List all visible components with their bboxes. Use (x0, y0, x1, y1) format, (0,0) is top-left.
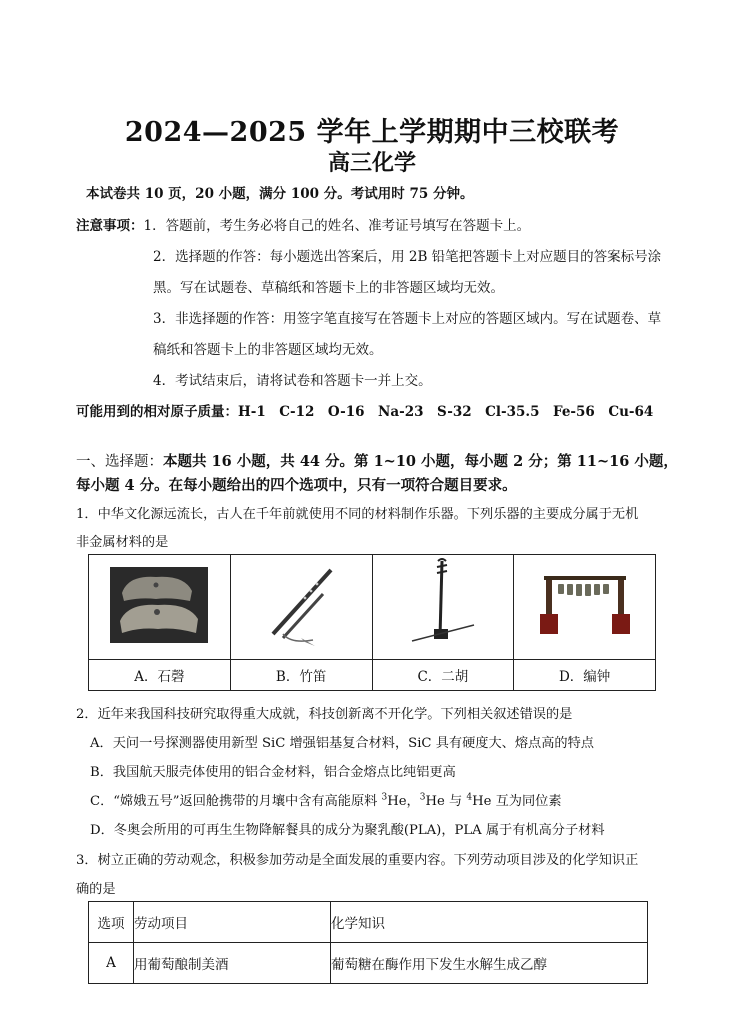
notes-label: 注意事项： (76, 218, 144, 234)
q1-option-c: C．二胡 (372, 660, 514, 691)
q1-stem-line1: 1．中华文化源远流长，古人在千年前就使用不同的材料制作乐器。下列乐器的主要成分属于无机 (76, 507, 639, 522)
note-2a: 2．选择题的作答：每小题选出答案后，用 2B 铅笔把答题卡上对应题目的答案标号涂 (153, 249, 662, 265)
table-header-row (89, 902, 648, 943)
mass-number: 3 (419, 792, 426, 803)
bamboo-flute-icon (261, 562, 341, 648)
q1-options-table (88, 554, 656, 691)
mass-number: 4 (466, 792, 473, 803)
q1-stem-line2: 非金属材料的是 (76, 535, 169, 550)
exam-title: 2024—2025 学年上学期期中三校联考 (124, 117, 620, 148)
table-cell: 葡萄糖在酶作用下发生水解生成乙醇 (331, 943, 648, 984)
q1-image-a (89, 555, 231, 660)
q2-c-el2: He 与 (425, 794, 467, 809)
section1-rule-a: 本题共 16 小题，共 44 分。第 1~10 小题，每小题 2 分；第 11~16 小题， (163, 453, 678, 470)
q3-stem-line1: 3．树立正确的劳动观念，积极参加劳动是全面发展的重要内容。下列劳动项目涉及的化学知识正 (76, 853, 639, 868)
exam-subtitle: 高三化学 (327, 150, 416, 176)
section1-line2: 每小题 4 分。在每小题给出的四个选项中，只有一项符合题目要求。 (76, 477, 517, 494)
section1-line1 (76, 450, 678, 471)
note-3a: 3．非选择题的作答：用签字笔直接写在答题卡上对应的答题区域内。写在试题卷、草 (153, 311, 662, 327)
q2-option-d: D．冬奥会所用的可再生生物降解餐具的成分为聚乳酸(PLA)，PLA 属于有机高分子材料 (90, 823, 605, 838)
q1-image-c (372, 555, 514, 660)
q2-option-c (90, 790, 562, 809)
table-header-cell: 劳动项目 (134, 902, 331, 943)
atomic-masses: 可能用到的相对原子质量：H-1 C-12 O-16 Na-23 S-32 Cl-35.5 Fe-56 Cu-64 (76, 404, 654, 420)
stone-chime-icon (110, 567, 208, 643)
q2-option-b: B．我国航天服壳体使用的铝合金材料，铝合金熔点比纯铝更高 (90, 765, 456, 780)
q1-image-b (230, 555, 372, 660)
q1-image-d (514, 555, 656, 660)
table-header-cell: 化学知识 (331, 902, 648, 943)
q3-table (88, 901, 648, 984)
section1-label: 一、选择题： (76, 454, 163, 470)
exam-info: 本试卷共 10 页，20 小题，满分 100 分。考试用时 75 分钟。 (86, 186, 474, 202)
bianzhong-icon (536, 570, 634, 640)
table-cell: 用葡萄酿制美酒 (134, 943, 331, 984)
q2-c-el1: He， (387, 794, 420, 809)
q2-c-text: C．“嫦娥五号”返回舱携带的月壤中含有高能原料 (90, 794, 382, 809)
q2-stem: 2．近年来我国科技研究取得重大成就，科技创新离不开化学。下列相关叙述错误的是 (76, 707, 573, 722)
mass-number: 3 (381, 792, 388, 803)
table-header-cell: 选项 (89, 902, 134, 943)
note-3b: 稿纸和答题卡上的非答题区域均无效。 (153, 342, 383, 358)
note-4: 4．考试结束后，请将试卷和答题卡一并上交。 (153, 373, 432, 389)
erhu-icon (408, 557, 478, 653)
q2-c-post: He 互为同位素 (472, 794, 562, 809)
q1-option-d: D．编钟 (514, 660, 656, 691)
table-cell: A (89, 943, 134, 984)
table-row (89, 943, 648, 984)
q2-option-a: A．天问一号探测器使用新型 SiC 增强铝基复合材料，SiC 具有硬度大、熔点高的特点 (90, 736, 594, 751)
q3-stem-line2: 确的是 (76, 882, 116, 897)
note-2b: 黑。写在试题卷、草稿纸和答题卡上的非答题区域均无效。 (153, 280, 504, 296)
q1-option-a: A．石磬 (89, 660, 231, 691)
note-1: 1．答题前，考生务必将自己的姓名、准考证号填写在答题卡上。 (143, 218, 531, 234)
notes-line-1 (76, 214, 530, 234)
q1-option-b: B．竹笛 (230, 660, 372, 691)
